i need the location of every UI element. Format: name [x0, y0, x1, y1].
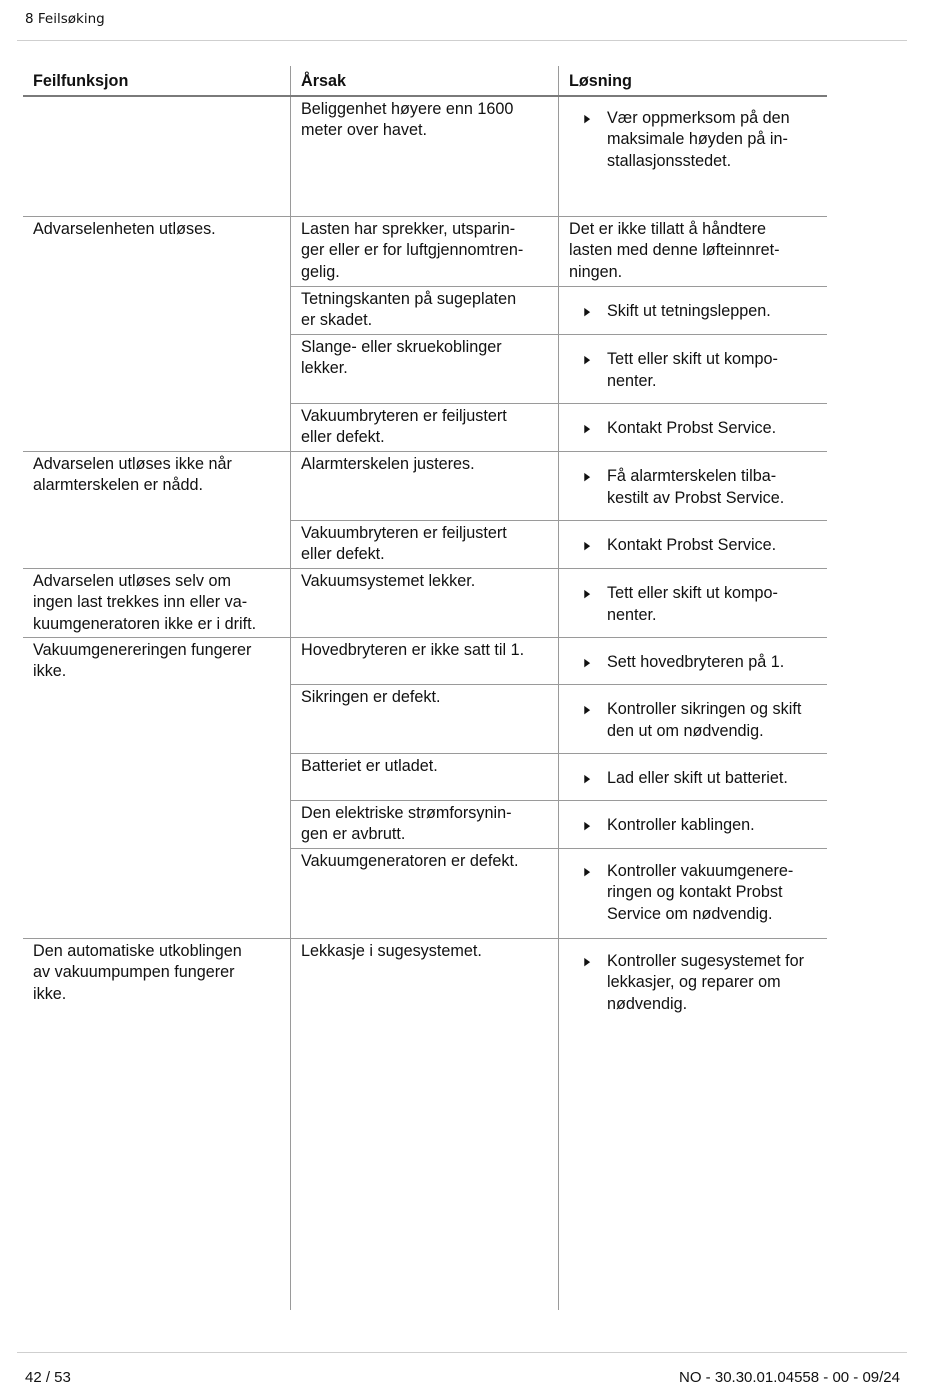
- solution-text: kestilt av Probst Service.: [607, 488, 785, 507]
- column-divider: [558, 66, 559, 1310]
- solution-text: den ut om nødvendig.: [607, 721, 764, 740]
- solution-text: Kontakt Probst Service.: [607, 419, 777, 438]
- triangle-right-icon: ▶: [584, 703, 591, 717]
- cause-text: Vakuumbryteren er feiljustert: [301, 407, 507, 425]
- solution-text: Det er ikke tillatt å håndtere: [569, 220, 767, 238]
- fault-text: Den automatiske utkoblingen: [33, 942, 242, 960]
- cause-text: Sikringen er defekt.: [301, 688, 441, 706]
- column-header-solution: Løsning: [569, 72, 632, 90]
- row-divider: [290, 684, 827, 685]
- row-divider: [290, 520, 827, 521]
- row-divider: [290, 800, 827, 801]
- row-divider: [290, 334, 827, 335]
- document-id: NO - 30.30.01.04558 - 00 - 09/24: [679, 1369, 900, 1386]
- cause-text: meter over havet.: [301, 121, 427, 140]
- header-underline: [23, 95, 827, 97]
- solution-text: ningen.: [569, 262, 623, 281]
- triangle-right-icon: ▶: [584, 470, 591, 484]
- cause-text: Batteriet er utladet.: [301, 757, 438, 775]
- fault-text: ikke.: [33, 984, 67, 1003]
- cause-text: gelig.: [301, 262, 340, 281]
- triangle-right-icon: ▶: [584, 422, 591, 436]
- row-divider: [290, 568, 827, 569]
- triangle-right-icon: ▶: [584, 539, 591, 553]
- fault-text: ingen last trekkes inn eller va-: [33, 593, 248, 612]
- row-divider: [290, 848, 827, 849]
- fault-text: av vakuumpumpen fungerer: [33, 963, 235, 982]
- row-divider: [290, 637, 827, 638]
- triangle-right-icon: ▶: [584, 819, 591, 833]
- row-divider: [290, 216, 827, 217]
- solution-text: Tett eller skift ut kompo-: [607, 350, 778, 369]
- row-divider: [23, 938, 290, 939]
- column-header-cause: Årsak: [301, 72, 346, 90]
- page-number: 42 / 53: [25, 1369, 71, 1386]
- cause-text: lekker.: [301, 359, 348, 378]
- solution-text: Få alarmterskelen tilba-: [607, 467, 777, 486]
- solution-text: Skift ut tetningsleppen.: [607, 302, 771, 321]
- row-divider: [290, 938, 827, 939]
- cause-text: Vakuumsystemet lekker.: [301, 572, 476, 590]
- solution-text: Kontroller sikringen og skift: [607, 700, 802, 719]
- solution-text: Tett eller skift ut kompo-: [607, 584, 778, 603]
- fault-text: Advarselenheten utløses.: [33, 220, 216, 238]
- triangle-right-icon: ▶: [584, 112, 591, 125]
- triangle-right-icon: ▶: [584, 655, 591, 669]
- fault-text: Advarselen utløses selv om: [33, 572, 231, 590]
- cause-text: Den elektriske strømforsynin-: [301, 804, 512, 822]
- footer-rule: [17, 1352, 907, 1353]
- cause-text: eller defekt.: [301, 428, 385, 447]
- triangle-right-icon: ▶: [584, 587, 591, 601]
- cause-text: gen er avbrutt.: [301, 825, 406, 844]
- column-header-fault: Feilfunksjon: [33, 72, 129, 90]
- solution-text: Vær oppmerksom på den: [607, 109, 790, 127]
- triangle-right-icon: ▶: [584, 353, 591, 367]
- cause-text: ger eller er for luftgjennomtren-: [301, 241, 524, 260]
- cause-text: Hovedbryteren er ikke satt til 1.: [301, 641, 525, 659]
- triangle-right-icon: ▶: [584, 865, 591, 878]
- row-divider: [23, 568, 290, 569]
- solution-text: Sett hovedbryteren på 1.: [607, 652, 785, 671]
- cause-text: Lekkasje i sugesystemet.: [301, 942, 482, 960]
- triangle-right-icon: ▶: [584, 771, 591, 785]
- row-divider: [23, 216, 290, 217]
- row-divider: [23, 451, 290, 452]
- section-header: 8 Feilsøking: [25, 11, 105, 27]
- cause-text: Tetningskanten på sugeplaten: [301, 290, 517, 308]
- solution-text: Lad eller skift ut batteriet.: [607, 768, 788, 787]
- solution-text: ringen og kontakt Probst: [607, 883, 783, 902]
- cause-text: eller defekt.: [301, 545, 385, 564]
- solution-text: lasten med denne løfteinnret-: [569, 241, 780, 260]
- column-divider: [290, 66, 291, 1310]
- solution-text: nenter.: [607, 371, 657, 390]
- solution-text: Kontakt Probst Service.: [607, 536, 777, 555]
- solution-text: stallasjonsstedet.: [607, 151, 732, 170]
- row-divider: [23, 637, 290, 638]
- solution-text: maksimale høyden på in-: [607, 130, 788, 149]
- solution-text: nenter.: [607, 605, 657, 624]
- triangle-right-icon: ▶: [584, 305, 591, 319]
- cause-text: Slange- eller skruekoblinger: [301, 338, 502, 356]
- solution-text: Kontroller kablingen.: [607, 816, 755, 835]
- fault-text: alarmterskelen er nådd.: [33, 476, 204, 495]
- row-divider: [290, 403, 827, 404]
- solution-text: lekkasjer, og reparer om: [607, 973, 781, 992]
- row-divider: [290, 286, 827, 287]
- fault-text: ikke.: [33, 662, 67, 681]
- cause-text: Lasten har sprekker, utsparin-: [301, 220, 516, 238]
- solution-text: Kontroller sugesystemet for: [607, 952, 805, 970]
- solution-text: Service om nødvendig.: [607, 904, 773, 923]
- cause-text: Vakuumgeneratoren er defekt.: [301, 852, 519, 870]
- fault-text: kuumgeneratoren ikke er i drift.: [33, 614, 257, 633]
- cause-text: Beliggenhet høyere enn 1600: [301, 100, 514, 118]
- cause-text: Vakuumbryteren er feiljustert: [301, 524, 507, 542]
- solution-text: Kontroller vakuumgenere-: [607, 862, 794, 880]
- row-divider: [290, 451, 827, 452]
- triangle-right-icon: ▶: [584, 955, 591, 968]
- row-divider: [290, 753, 827, 754]
- cause-text: er skadet.: [301, 311, 373, 330]
- fault-text: Advarselen utløses ikke når: [33, 455, 232, 473]
- solution-text: nødvendig.: [607, 994, 688, 1013]
- cause-text: Alarmterskelen justeres.: [301, 455, 475, 473]
- header-rule: [17, 40, 907, 41]
- fault-text: Vakuumgenereringen fungerer: [33, 641, 252, 659]
